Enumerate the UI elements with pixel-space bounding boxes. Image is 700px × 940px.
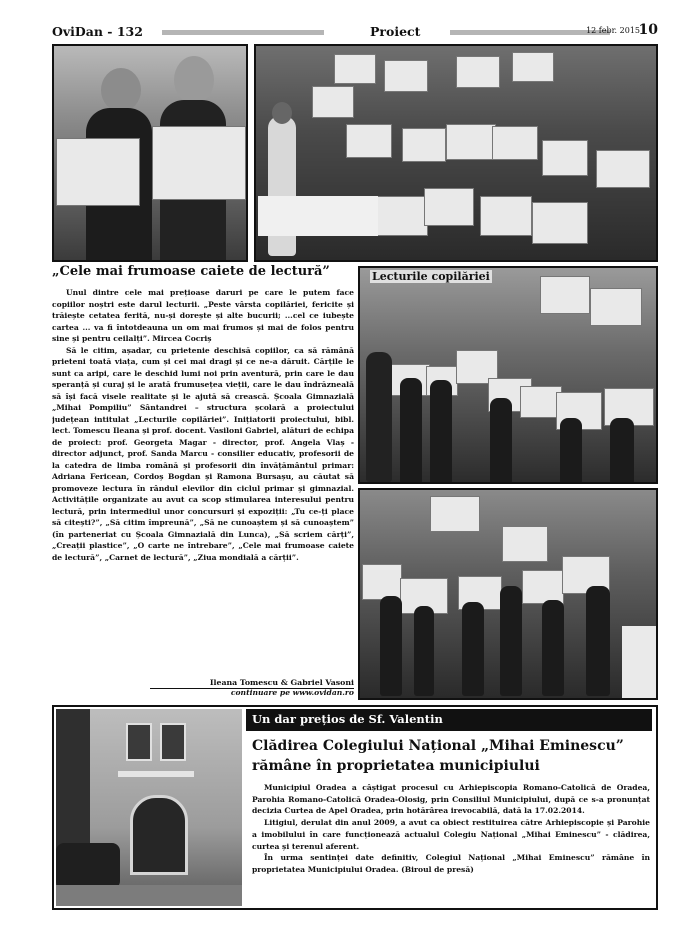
bottom-article-body [252,782,650,876]
bottom-article-paragraph-2: Litigiul, derulat din anul 2009, a avut ca obiect restituirea către Arhiepiscopie și Parohie a imobilului în care funcționează actualul Colegiu Național „Mihai Eminescu” - clădirea, curtea și terenul aferent. [252,818,650,851]
photo-reading-group [358,266,658,484]
article-paragraph-2: Să le citim, așadar, cu prietenie deschisă copiilor, ca să rămână prieteni toată viața, cum și cei mai dragi și ce ne-a dăruit. Cărțile le sunt ca aripi, care le deschid lumi noi prin aventură, prin care le dau speranță și curaj și le arată frumusețea vieții, care le dau îndrăzneală să își facă visele realitate și le ajută să crească. Școala Gimnazială „Mihai Pompiliu” Sântandrei – structura școlară a proiectului județean intitulat „Lecturile copilăriei”. Inițiatorii proiectului, bibl. lect. Tomescu Ileana și prof. docent. Vasiloni Gabriel, alături de echipa de proiect: prof. Georgeta Magar - director, prof. Angela Vlaș - director adjunct, prof. Sanda Marcu - consilier educativ, profesorii de la catedra de limba română și profesorii din învățământul primar: Adriana Fericean, Cordoș Bogdan și Ramona Bursașu, au căutat să promoveze lectura în rândul elevilor din ciclul primar și gimnazial. Activitățile organizate au avut ca scop stimularea interesului pentru lectură, prin intermediul unor concursuri și expoziții: „Tu ce-ți place să citești?”, „Să citim împreună”, „Să ne cunoaștem și să cunoaștem” (în parteneriat cu Școala Gimnazială din Lunca), „Să scriem cărți”, „Creații plastice”, „O carte ne întrebare”, „Cele mai frumoase caiete de lectură”, „Carnet de lectură”, „Ziua mondială a cărții”. [52,345,354,562]
header-rule-left [162,30,324,35]
bottom-article-title: Clădirea Colegiului Național „Mihai Eminescu” [252,738,624,754]
photo-caption: Lecturile copilăriei [372,270,490,283]
photo-two-girls [52,44,248,262]
issue-date: 12 febr. 2015 [586,26,640,35]
bottom-article-paragraph-3: În urma sentinței date definitiv, Colegiul Național „Mihai Eminescu” rămâne în proprietatea Municipiului Oradea. (Biroul de presă) [252,853,650,874]
photo-group-with-books [254,44,658,262]
article-body [52,287,354,683]
photo-school-building [56,709,242,906]
page-number: 10 [638,22,658,38]
bottom-article-paragraph-1: Municipiul Oradea a câștigat procesul cu Arhiepiscopia Romano-Catolică de Oradea, Parohia Romano-Catolică Oradea-Olosig, prin Consiliul Municipiului, după ce s-a pronunțat decizia Curtea de Apel Oradea, prin hotărârea irevocabilă, dată la 17.02.2014. [252,783,650,816]
section-title: Proiect [370,24,421,39]
bottom-article-kicker: Un dar prețios de Sf. Valentin [252,712,443,726]
article-title: „Cele mai frumoase caiete de lectură” [52,264,330,279]
article-paragraph-1: Unul dintre cele mai prețioase daruri pe care le putem face copiilor noștri este darul lecturii. „Peste vârsta copilăriei, fericite și trăiește cetatea ferită, nu-și dorește și alte bucurii; ...cel ce iubește cartea ... va fi întotdeauna un om mai frumos și mai de folos pentru sine și pentru ceilalți”. Mircea Cocriș [52,288,354,343]
photo-children-books [358,488,658,700]
page-header [52,22,658,42]
article-signature: Ileana Tomescu & Gabriel Vasoni [209,678,354,687]
continuation-link[interactable]: continuare pe www.ovidan.ro [230,688,354,697]
bottom-article-subtitle: rămâne în proprietatea municipiului [252,758,540,774]
publication-issue: OviDan - 132 [52,24,143,39]
